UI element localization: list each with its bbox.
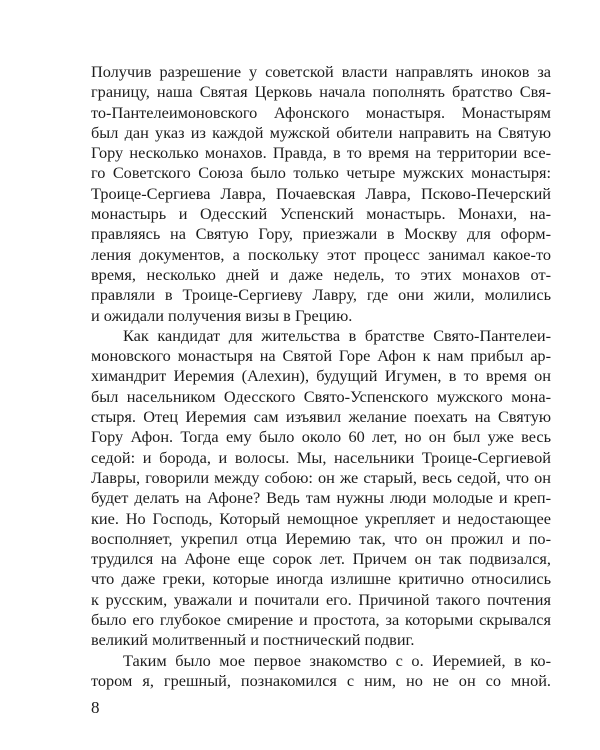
text-line: правляли в Троице-Сергиеву Лавру, где они жили, молились [91, 285, 551, 305]
text-line: монастырь и Одесский Успенский монастырь. Монахи, на- [91, 204, 551, 224]
text-line: тором я, грешный, познакомился с ним, но не он со мной. [91, 670, 551, 690]
text-line: стыря. Отец Иеремия сам изъявил желание поехать на Святую [91, 407, 551, 427]
text-line: к русским, уважали и почитали его. Причиной такого почтения [91, 589, 551, 609]
text-line: будет делать на Афоне? Ведь там нужны люди молодые и креп- [91, 488, 551, 508]
text-line: то-Пантелеимоновского Афонского монастыря. Монастырям [91, 102, 551, 122]
text-line: Получив разрешение у советской власти направлять иноков за [91, 62, 551, 81]
body-text [91, 62, 551, 691]
text-line: го Советского Союза было только четыре мужских монастыря: [91, 163, 551, 183]
text-line: Как кандидат для жительства в братстве Свято-Пантелеи- [123, 325, 551, 345]
text-line: ления документов, а поскольку этот процесс занимал какое-то [91, 244, 551, 264]
text-line: великий молитвенный и постнический подвиг. [91, 630, 415, 650]
text-line: было его глубокое смирение и простота, за которыми скрывался [91, 610, 551, 630]
text-line: моновского монастыря на Святой Горе Афон к нам прибыл ар- [91, 346, 551, 366]
text-line: границу, наша Святая Церковь начала пополнять братство Свя- [91, 82, 551, 102]
text-line: кие. Но Господь, Который немощное укрепляет и недостающее [91, 508, 551, 528]
text-line: Таким было мое первое знакомство с о. Иеремией, в ко- [123, 650, 551, 670]
text-line: был насельником Одесского Свято-Успенского мужского мона- [91, 386, 551, 406]
text-line: время, несколько дней и даже недель, то этих монахов от- [91, 264, 551, 284]
text-line: трудился на Афоне еще сорок лет. Причем он так подвизался, [91, 549, 551, 569]
text-line: Гору Афон. Тогда ему было около 60 лет, но он был уже весь [91, 427, 551, 447]
page-number: 8 [91, 698, 100, 717]
text-line: Лавры, говорили между собою: он же старый, весь седой, что он [91, 467, 551, 487]
text-line: был дан указ из каждой мужской обители направить на Святую [91, 122, 551, 142]
text-line: восполняет, укрепил отца Иеремию так, что он прожил и по- [91, 528, 551, 548]
text-line: и ожидали получения визы в Грецию. [91, 305, 353, 325]
text-line: что даже греки, которые иногда излишне критично относились [91, 569, 551, 589]
text-line: Троице-Сергиева Лавра, Почаевская Лавра, Псково-Печерский [91, 183, 551, 203]
text-line: правляясь на Святую Гору, приезжали в Москву для оформ- [91, 224, 551, 244]
text-line: химандрит Иеремия (Алехин), будущий Игумен, в то время он [91, 366, 551, 386]
text-line: седой: и борода, и волосы. Мы, насельники Троице-Сергиевой [91, 447, 551, 467]
text-line: Гору несколько монахов. Правда, в то время на территории все- [91, 143, 551, 163]
